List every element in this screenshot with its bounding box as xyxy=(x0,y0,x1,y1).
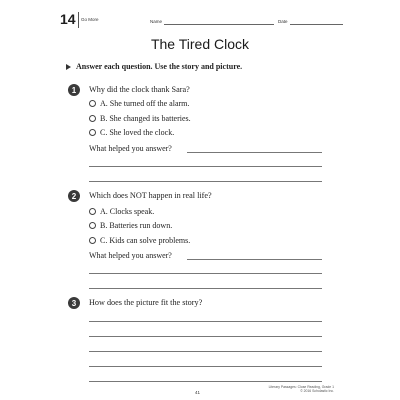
question-2-choice-b[interactable] xyxy=(89,221,172,230)
question-3-answer-line[interactable] xyxy=(89,336,322,337)
radio-circle-icon[interactable] xyxy=(89,222,96,229)
credit-line: © 2016 Scholastic Inc. xyxy=(300,389,334,394)
radio-circle-icon[interactable] xyxy=(89,100,96,107)
question-3-number: 3 xyxy=(71,298,77,308)
question-2-answer-line[interactable] xyxy=(89,288,322,289)
question-2-answer-line[interactable] xyxy=(89,273,322,274)
date-line[interactable] xyxy=(290,24,343,25)
choice-label: B. Batteries run down. xyxy=(100,221,173,230)
question-1-answer-line[interactable] xyxy=(187,152,322,153)
question-3-answer-line[interactable] xyxy=(89,351,322,352)
lesson-number: 14 xyxy=(60,11,76,27)
question-1-choice-c[interactable] xyxy=(89,128,174,137)
lesson-subtitle: Go More xyxy=(81,17,99,22)
question-3-answer-line[interactable] xyxy=(89,366,322,367)
question-1-choice-b[interactable] xyxy=(89,114,191,123)
question-3-answer-line[interactable] xyxy=(89,381,322,382)
question-1-choice-a[interactable] xyxy=(89,99,189,108)
question-2-number: 2 xyxy=(71,191,77,201)
question-2-number-badge xyxy=(68,190,80,202)
page-title: The Tired Clock xyxy=(150,36,250,52)
arrow-right-icon xyxy=(66,64,71,70)
question-2-choice-c[interactable] xyxy=(89,236,190,245)
question-2-choice-a[interactable] xyxy=(89,207,154,216)
question-1-text: Why did the clock thank Sara? xyxy=(89,85,190,94)
radio-circle-icon[interactable] xyxy=(89,208,96,215)
instruction-row xyxy=(66,62,242,71)
question-1-helped-prompt: What helped you answer? xyxy=(89,144,172,153)
question-2-helped-prompt: What helped you answer? xyxy=(89,251,172,260)
question-3-number-badge xyxy=(68,297,80,309)
question-3-answer-line[interactable] xyxy=(89,321,322,322)
choice-label: B. She changed its batteries. xyxy=(100,114,191,123)
name-label: Name xyxy=(150,19,163,24)
date-label: Date xyxy=(278,19,288,24)
question-2-answer-line[interactable] xyxy=(187,259,322,260)
question-1-number-badge xyxy=(68,84,80,96)
choice-label: A. Clocks speak. xyxy=(100,207,155,216)
radio-circle-icon[interactable] xyxy=(89,115,96,122)
name-line[interactable] xyxy=(164,24,274,25)
instruction-text: Answer each question. Use the story and picture. xyxy=(76,62,243,71)
choice-label: C. Kids can solve problems. xyxy=(100,236,191,245)
question-1-answer-line[interactable] xyxy=(89,166,322,167)
question-3-text: How does the picture fit the story? xyxy=(89,298,203,307)
question-1-answer-line[interactable] xyxy=(89,181,322,182)
page-number: 41 xyxy=(195,390,201,395)
page-header xyxy=(60,12,340,26)
header-divider xyxy=(78,12,79,28)
credit-line: Literary Passages: Close Reading, Grade 1 xyxy=(268,385,334,389)
question-2-text: Which does NOT happen in real life? xyxy=(89,191,212,200)
choice-label: C. She loved the clock. xyxy=(100,128,175,137)
question-1-number: 1 xyxy=(71,85,77,95)
copyright-credit xyxy=(262,385,334,393)
radio-circle-icon[interactable] xyxy=(89,129,96,136)
choice-label: A. She turned off the alarm. xyxy=(100,99,190,108)
lesson-badge xyxy=(60,12,76,26)
radio-circle-icon[interactable] xyxy=(89,237,96,244)
